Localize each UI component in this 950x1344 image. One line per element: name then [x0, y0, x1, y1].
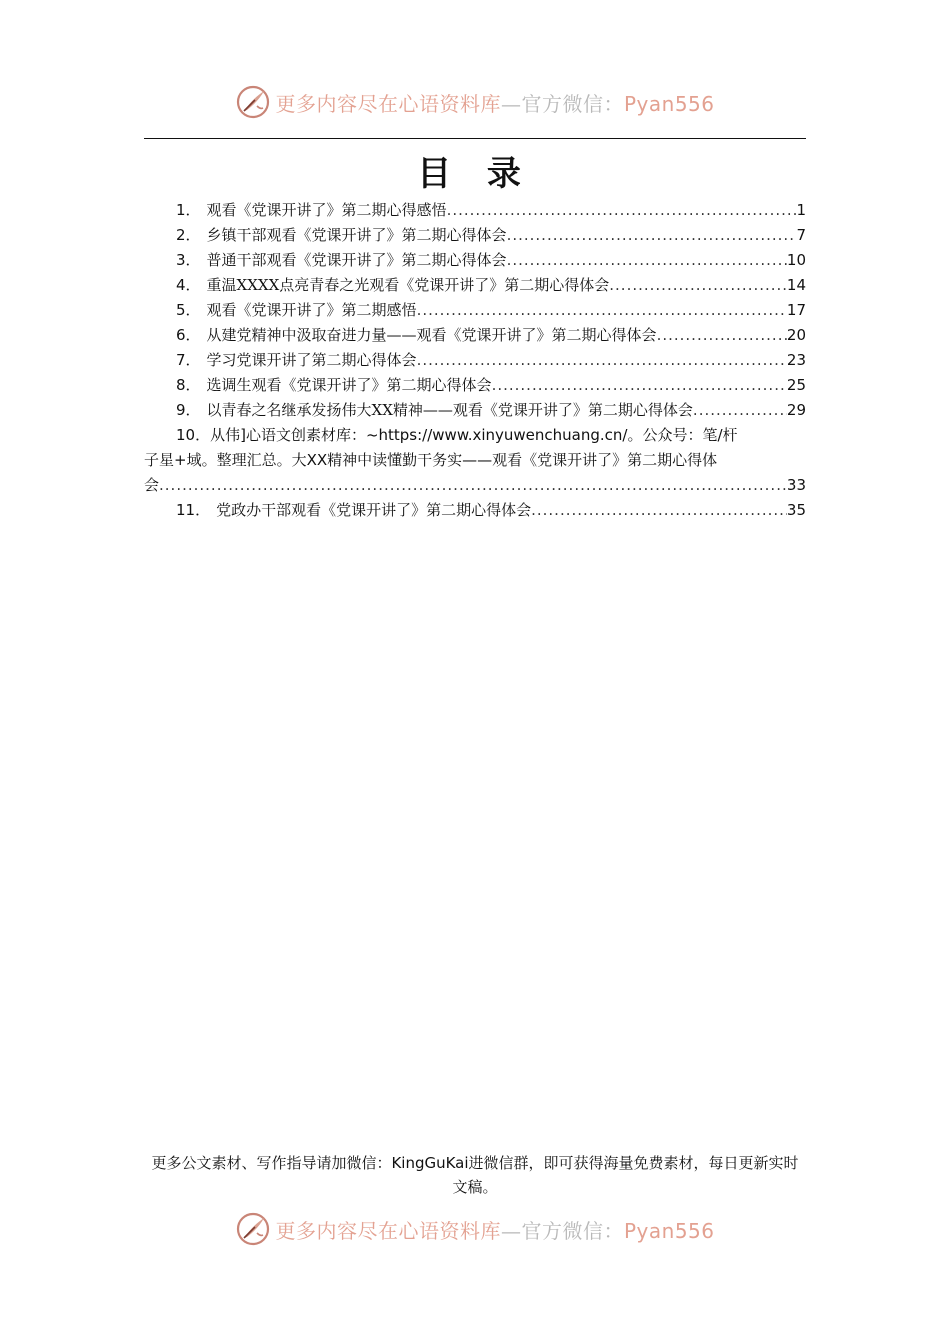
toc-entry-page: 33 — [786, 476, 806, 494]
toc-entry-title: 党政办干部观看《党课开讲了》第二期心得体会 — [216, 501, 532, 519]
header-banner — [0, 82, 950, 122]
banner-contact-id: Pyan556 — [623, 1218, 715, 1243]
toc-entry-page: 7 — [796, 226, 806, 244]
toc-entry-title: 观看《党课开讲了》第二期心得感悟 — [206, 201, 447, 219]
banner-contact-id: Pyan556 — [623, 91, 715, 116]
toc-entry-title-part1: 从伟]心语文创素材库：~https://www.xinyuwenchuang.cn/。公众号：笔/杆 — [210, 426, 738, 444]
toc-leader — [657, 323, 787, 348]
toc-entry-9[interactable] — [144, 398, 806, 423]
toc-leader — [693, 398, 787, 423]
toc-entry-6[interactable] — [144, 323, 806, 348]
toc-leader — [609, 273, 787, 298]
toc-entry-1[interactable] — [144, 198, 806, 223]
footer-banner — [0, 1209, 950, 1249]
toc-entry-number: 5． — [176, 301, 201, 319]
toc-entry-page: 17 — [786, 301, 806, 319]
toc-entry-number: 9． — [176, 401, 201, 419]
banner-title: 更多内容尽在心语资料库 — [275, 91, 501, 116]
toc-entry-page: 23 — [786, 351, 806, 369]
toc-entry-number: 2． — [176, 226, 201, 244]
toc-entry-4[interactable] — [144, 273, 806, 298]
page-title: 目 录 — [417, 154, 533, 194]
toc-entry-page: 1 — [796, 201, 806, 219]
banner-contact-label: 官方微信： — [521, 91, 624, 116]
toc-leader — [447, 198, 797, 223]
toc-entry-number: 10． — [176, 426, 211, 444]
toc-entry-page: 29 — [786, 401, 806, 419]
banner-separator: — — [500, 91, 522, 116]
banner-title: 更多内容尽在心语资料库 — [275, 1218, 501, 1243]
toc-entry-8[interactable] — [144, 373, 806, 398]
table-of-contents — [144, 198, 806, 523]
banner-contact-label: 官方微信： — [521, 1218, 624, 1243]
toc-entry-line — [144, 473, 806, 498]
footer-banner-text — [275, 1215, 714, 1244]
toc-entry-number: 6． — [176, 326, 201, 344]
toc-leader — [531, 498, 787, 523]
toc-entry-11[interactable] — [144, 498, 806, 523]
toc-entry-title: 普通干部观看《党课开讲了》第二期心得体会 — [206, 251, 507, 269]
toc-entry-page: 25 — [786, 376, 806, 394]
toc-entry-page: 14 — [786, 276, 806, 294]
toc-entry-number: 1． — [176, 201, 201, 219]
toc-entry-title-part3: 会 — [144, 476, 160, 494]
toc-leader — [159, 473, 787, 498]
quill-pen-logo-icon — [235, 84, 271, 120]
toc-entry-3[interactable] — [144, 248, 806, 273]
toc-entry-page: 35 — [786, 501, 806, 519]
toc-leader — [507, 248, 787, 273]
toc-leader — [417, 298, 787, 323]
toc-entry-title: 乡镇干部观看《党课开讲了》第二期心得体会 — [206, 226, 507, 244]
toc-entry-title: 从建党精神中汲取奋进力量——观看《党课开讲了》第二期心得体会 — [206, 326, 657, 344]
toc-entry-number: 3． — [176, 251, 201, 269]
toc-entry-page: 20 — [786, 326, 806, 344]
toc-entry-title: 选调生观看《党课开讲了》第二期心得体会 — [206, 376, 492, 394]
quill-pen-logo-icon — [235, 1211, 271, 1247]
toc-entry-title: 以青春之名继承发扬伟大XX精神——观看《党课开讲了》第二期心得体会 — [206, 401, 693, 419]
toc-entry-page: 10 — [786, 251, 806, 269]
toc-leader — [507, 223, 797, 248]
toc-entry-number: 11． — [176, 501, 211, 519]
toc-entry-number: 7． — [176, 351, 201, 369]
toc-entry-7[interactable] — [144, 348, 806, 373]
toc-entry-5[interactable] — [144, 298, 806, 323]
header-banner-text — [275, 88, 714, 117]
toc-entry-title-part2: 子星+域。整理汇总。大XX精神中读懂勤干务实——观看《党课开讲了》第二期心得体 — [144, 451, 718, 469]
toc-entry-title: 观看《党课开讲了》第二期感悟 — [206, 301, 417, 319]
toc-entry-10[interactable] — [144, 423, 806, 498]
toc-leader — [417, 348, 787, 373]
toc-leader — [492, 373, 787, 398]
toc-entry-title: 重温XXXX点亮青春之光观看《党课开讲了》第二期心得体会 — [206, 276, 610, 294]
toc-entry-number: 8． — [176, 376, 201, 394]
toc-entry-title: 学习党课开讲了第二期心得体会 — [206, 351, 417, 369]
toc-entry-line — [144, 423, 806, 448]
toc-entry-2[interactable] — [144, 223, 806, 248]
header-divider — [144, 138, 806, 139]
banner-separator: — — [500, 1218, 522, 1243]
toc-entry-number: 4． — [176, 276, 201, 294]
footer-note: 更多公文素材、写作指导请加微信：KingGuKai进微信群，即可获得海量免费素材，每日更新实时文稿。 — [151, 1154, 799, 1196]
